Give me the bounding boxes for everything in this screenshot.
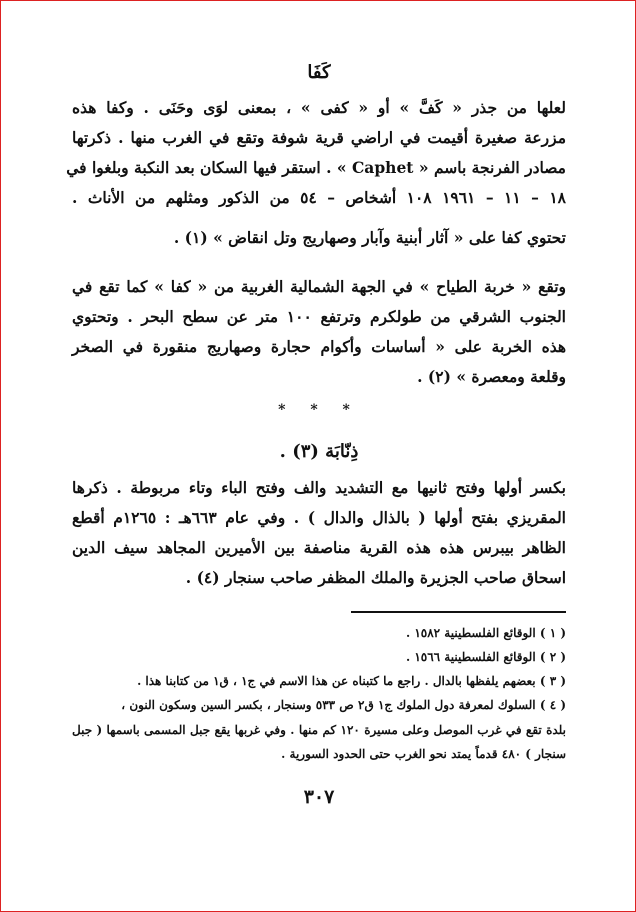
paragraph-line: الظاهر بيبرس هذه هذه القرية مناصفة بين الأميرين المجاهد سيف الدين bbox=[72, 538, 566, 557]
footnote: ( ٤ ) السلوك لمعرفة دول الملوك ج١ ق٢ ص ٥٣٣ وسنجار ، بكسر السين وسكون النون ، bbox=[121, 698, 566, 712]
footnote-continuation: سنجار ) ٤٨٠ قدماً يمتد نحو الغرب حتى الحدود السورية . bbox=[281, 747, 566, 761]
paragraph-line: المقريزي بفتح أولها ( بالذال والدال ) . وفي عام ٦٦٣هـ : ١٢٦٥م أقطع bbox=[72, 508, 566, 527]
paragraph-line: مزرعة صغيرة أقيمت في اراضي قرية شوفة وتقع في الغرب منها . ذكرتها bbox=[72, 128, 566, 147]
paragraph-line: بكسر أولها وفتح ثانيها مع التشديد والف وفتح الباء وتاء مربوطة . ذكرها bbox=[72, 478, 566, 497]
entry-title-dhinnaba: ذِنّابَة (٣) . bbox=[279, 441, 359, 462]
footnote: ( ٢ ) الوقائع الفلسطينية ١٥٦٦ . bbox=[405, 650, 566, 664]
paragraph-line: لعلها من جذر « كَفَّ » أو « كفى » ، بمعنى لوَى وحَنَى . وكفا هذه bbox=[72, 98, 566, 117]
paragraph-line: مصادر الفرنجة باسم « Caphet » . استقر فيها السكان بعد النكبة وبلغوا في bbox=[66, 158, 566, 177]
paragraph-line: وتقع « خربة الطياح » في الجهة الشمالية الغربية من « كفا » كما تقع في bbox=[72, 277, 566, 296]
footnote: ( ٣ ) بعضهم يلفظها بالدال . راجع ما كتبناه عن هذا الاسم في ج١ ، ق١ من كتابنا هذا . bbox=[137, 674, 566, 688]
paragraph-line: تحتوي كفا على « آثار أبنية وآبار وصهاريج وتل انقاض » (١) . bbox=[173, 228, 566, 247]
footnote: ( ١ ) الوقائع الفلسطينية ١٥٨٢ . bbox=[405, 626, 566, 640]
entry-title-kafa: كَفَا bbox=[307, 62, 331, 83]
page-number: ٣٠٧ bbox=[303, 786, 335, 808]
footnote-continuation: بلدة تقع في غرب الموصل وعلى مسيرة ١٢٠ كم منها . وفي غربها يقع جبل المسمى باسمها ( جبل bbox=[72, 723, 566, 737]
paragraph-line: وقلعة ومعصرة » (٢) . bbox=[417, 367, 566, 386]
footnote-divider bbox=[351, 611, 566, 613]
section-separator: * * * bbox=[278, 402, 360, 418]
paragraph-line: ١٨ – ١١ – ١٩٦١ ١٠٨ أشخاص – ٥٤ من الذكور ومثلهم من الأناث . bbox=[72, 188, 566, 207]
paragraph-line: هذه الخربة على « أساسات وأكوام حجارة وصهاريج منقورة في الصخر bbox=[72, 337, 566, 356]
paragraph-line: اسحاق صاحب الجزيرة والملك المظفر صاحب سنجار (٤) . bbox=[185, 568, 566, 587]
paragraph-line: الجنوب الشرقي من طولكرم وترتفع ١٠٠ متر عن سطح البحر . وتحتوي bbox=[72, 307, 566, 326]
